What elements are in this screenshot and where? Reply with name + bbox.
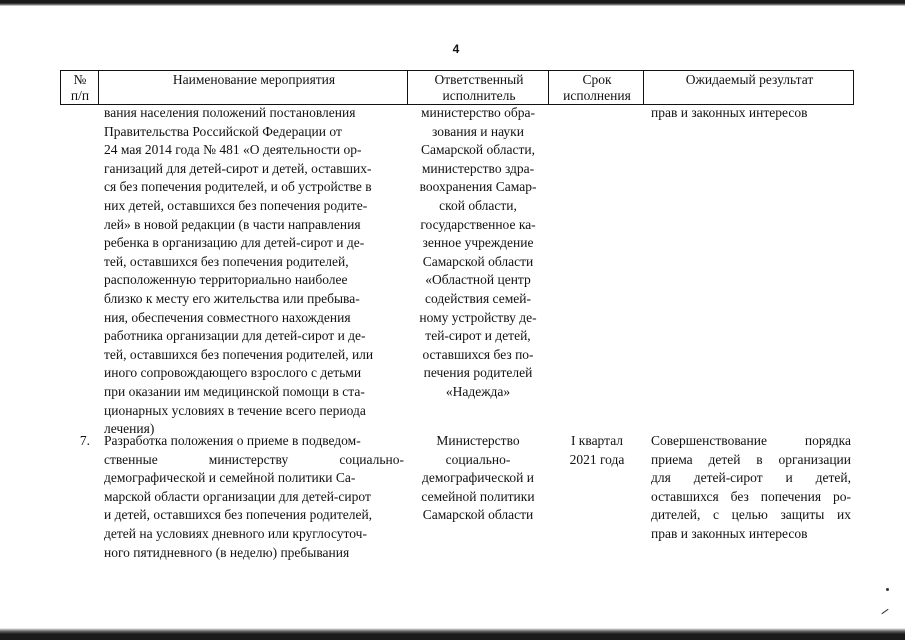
row-7-responsible-line: демографической и	[422, 470, 534, 486]
continued-result-line: прав и законных интересов	[651, 105, 808, 120]
header-term	[550, 71, 644, 104]
header-responsible-line1: Ответственный	[434, 72, 524, 87]
header-name	[100, 71, 408, 104]
header-responsible	[409, 71, 549, 104]
continued-row-result	[651, 104, 853, 123]
continued-name-line: лечения)	[104, 421, 155, 437]
header-term-line2: исполнения	[563, 88, 631, 103]
continued-responsible-line: министерство здра-	[421, 160, 535, 176]
row-7-responsible-line: Самарской области	[422, 507, 534, 523]
row-7-term-line: I квартал	[570, 433, 624, 448]
header-result-text: Ожидаемый результат	[685, 72, 814, 87]
row-7-responsible	[410, 432, 546, 525]
continued-responsible-line: ской области,	[439, 197, 517, 213]
row-7-responsible-line: Министерство	[436, 433, 520, 448]
scan-speck	[886, 588, 889, 591]
row-7-result-line: приема детей в организации	[651, 451, 851, 467]
continued-name-line: близко к месту его жительства или пребыва-	[104, 290, 360, 306]
continued-name-line: иного сопровождающего взрослого с детьми	[104, 365, 362, 381]
row-7-name-line: Разработка положения о приеме в подведом-	[104, 433, 361, 448]
continued-name-line: ния, обеспечения совместного нахождения	[104, 309, 351, 325]
continued-name-line: тей, оставшихся без попечения родителей, или	[104, 346, 374, 362]
continued-responsible-line: печения родителей	[423, 365, 533, 381]
continued-name-line: них детей, оставшихся без попечения родите-	[104, 197, 368, 213]
continued-name-line: ся без попечения родителей, и об устройстве в	[104, 179, 372, 195]
row-7-result-line: Совершенствование порядка	[651, 433, 851, 448]
continued-responsible-line: «Областной центр	[425, 272, 531, 288]
continued-row-responsible	[410, 104, 546, 402]
row-7-name-line: ственные министерству социально-	[104, 451, 404, 467]
continued-row-name	[104, 104, 404, 439]
continued-responsible-line: зенное учреждение	[422, 235, 534, 251]
continued-name-line: расположенную территориально наиболее	[104, 272, 348, 288]
continued-name-line: вания населения положений постановления	[104, 105, 356, 120]
page-number: 4	[452, 42, 460, 56]
row-7-responsible-line: семейной политики	[421, 488, 535, 504]
row-7-responsible-line: социально-	[445, 451, 511, 467]
continued-responsible-line: зования и науки	[432, 123, 524, 139]
continued-responsible-line: «Надежда»	[445, 383, 511, 399]
header-divider-1	[98, 70, 99, 105]
header-number	[61, 71, 99, 104]
header-term-line1: Срок	[582, 72, 612, 87]
continued-name-line: тей, оставшихся без попечения родителей,	[104, 253, 349, 269]
continued-responsible-line: воохранения Самар-	[419, 179, 537, 195]
row-7-name-line: и детей, оставшихся без попечения родителей,	[104, 507, 373, 523]
continued-responsible-line: тей-сирот и детей,	[425, 328, 531, 344]
header-number-line1: №	[73, 72, 87, 87]
header-result	[645, 71, 854, 104]
continued-responsible-line: Самарской области,	[421, 142, 535, 158]
header-name-text: Наименование мероприятия	[172, 72, 336, 87]
row-7-name-line: марской области организации для детей-сирот	[104, 488, 371, 504]
continued-responsible-line: оставшихся без по-	[422, 346, 534, 362]
header-divider-3	[548, 70, 549, 105]
continued-name-line: ганизаций для детей-сирот и детей, оставших-	[104, 160, 372, 176]
continued-responsible-line: ному устройству де-	[419, 309, 537, 325]
continued-responsible-line: Самарской области	[422, 253, 534, 269]
continued-name-line: работника организации для детей-сирот и де-	[104, 328, 366, 344]
row-7-result-line: дителей, с целью защиты их	[651, 507, 851, 523]
continued-responsible-line: содействия семей-	[425, 290, 531, 306]
table-header-row	[60, 70, 854, 105]
continued-name-line: при оказании им медицинской помощи в ста-	[104, 383, 365, 399]
header-divider-2	[407, 70, 408, 105]
row-7-result-line: прав и законных интересов	[651, 525, 808, 541]
row-7-name-line: ного пятидневного (в неделю) пребывания	[104, 544, 350, 560]
header-responsible-line2: исполнитель	[442, 88, 516, 103]
row-7-term	[552, 432, 642, 469]
row-7-term-line: 2021 года	[569, 451, 625, 467]
scan-bottom-edge	[0, 628, 905, 640]
header-number-line2: п/п	[70, 88, 90, 103]
continued-name-line: 24 мая 2014 года № 481 «О деятельности ор-	[104, 142, 362, 158]
row-7-result-line: оставшихся без попечения ро-	[651, 488, 851, 504]
continued-responsible-line: министерство обра-	[420, 105, 535, 120]
row-7-name-line: детей на условиях дневного или круглосуточ-	[104, 525, 367, 541]
continued-name-line: ребенка в организацию для детей-сирот и де-	[104, 235, 365, 251]
continued-name-line: Правительства Российской Федерации от	[104, 123, 342, 139]
header-divider-4	[643, 70, 644, 105]
row-7-name	[104, 432, 404, 562]
scan-speck	[881, 609, 888, 614]
row-7-result	[651, 432, 851, 544]
continued-name-line: ционарных условиях в течение всего периода	[104, 402, 366, 418]
continued-responsible-line: государственное ка-	[420, 216, 536, 232]
scan-top-edge	[0, 0, 905, 6]
continued-name-line: лей» в новой редакции (в части направления	[104, 216, 361, 232]
row-7-number: 7.	[79, 433, 90, 448]
row-7-result-line: для детей-сирот и детей,	[651, 470, 851, 486]
row-7-name-line: демографической и семейной политики Са-	[104, 470, 356, 486]
